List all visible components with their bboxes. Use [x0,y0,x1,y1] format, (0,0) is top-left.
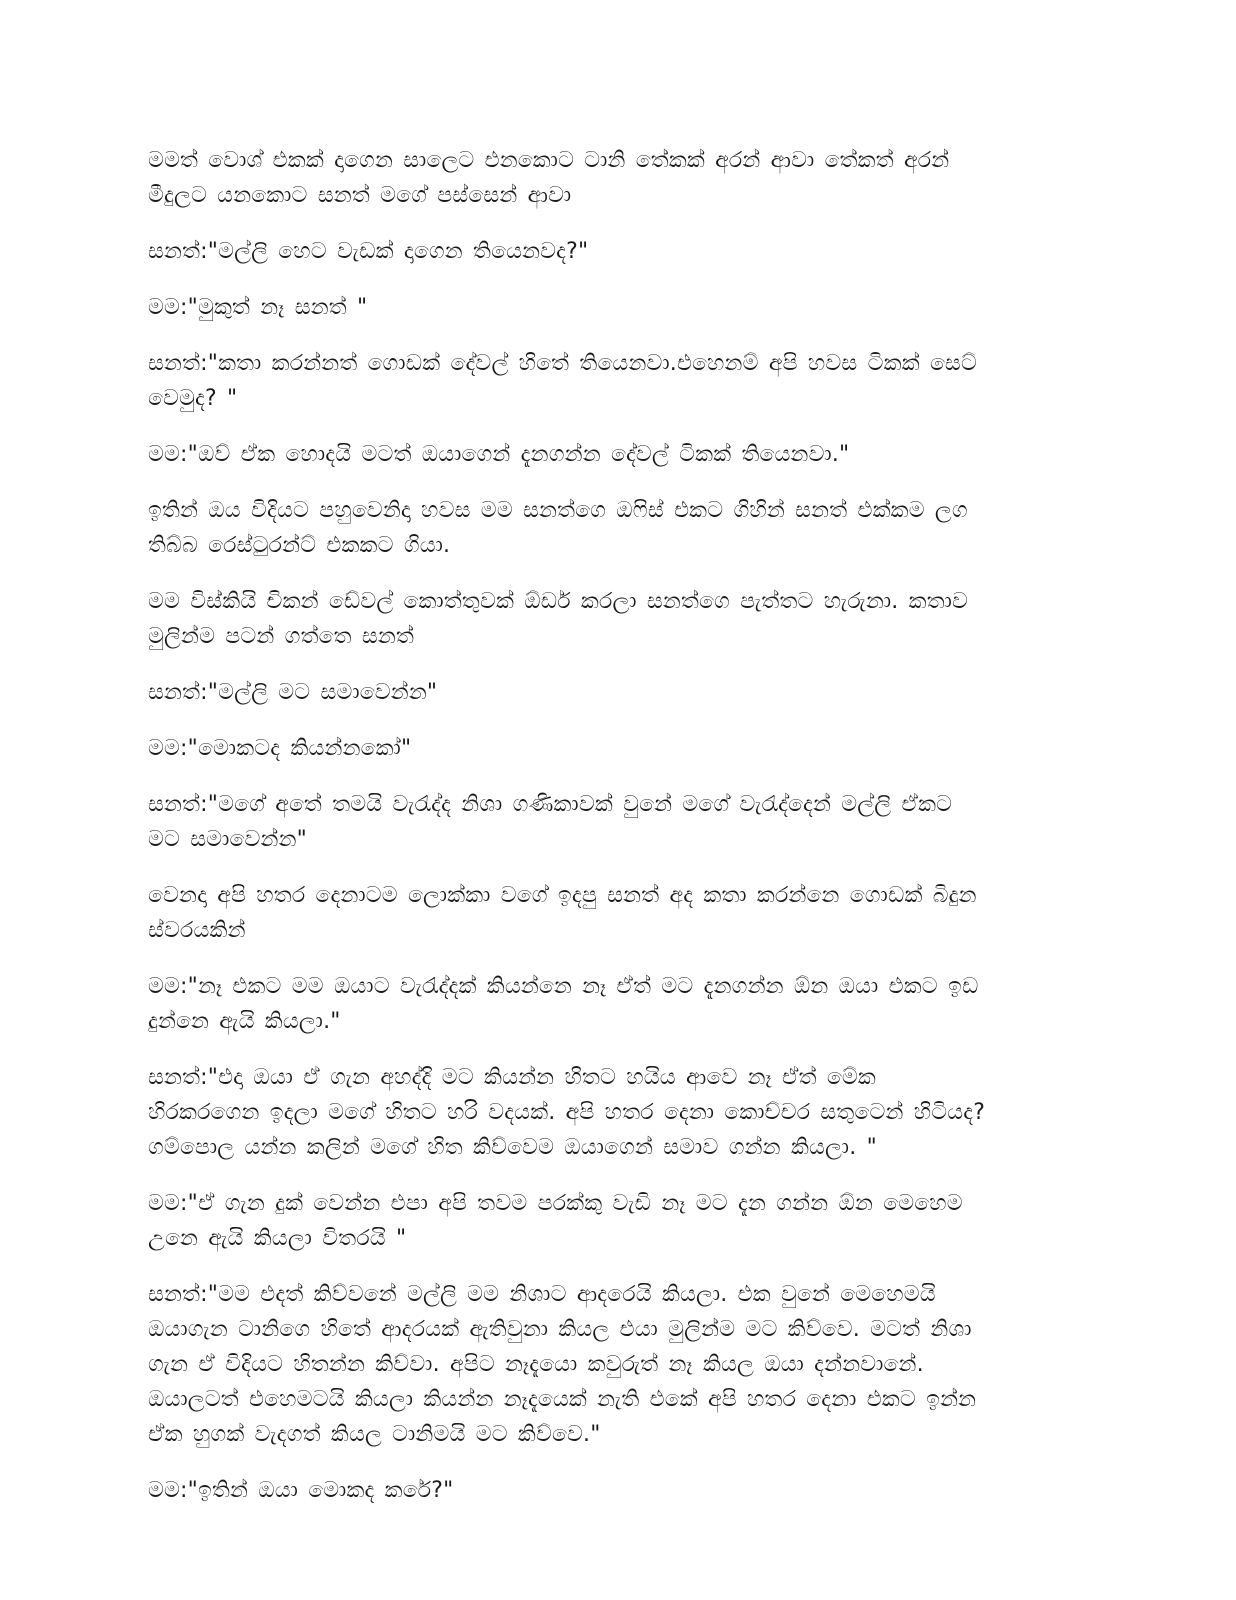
text-line: දුන්නෙ ඇයි කියලා." [148,1009,341,1034]
text-line: මීදුලට යනකොට සනත් මගේ පස්සෙන් ආවා [148,183,572,208]
paragraph [148,493,1088,563]
body-text [148,143,1088,1529]
paragraph [148,878,1088,948]
paragraph [148,437,1088,472]
text-line: සනත්:"එදා ඔයා ඒ ගැන අහද්දි මට කියන්න හිතට හයිය ආවෙ නෑ ඒත් මේක [148,1065,876,1090]
text-line: සනත්:"මල්ලි මට සමාවෙන්න" [148,680,438,705]
paragraph [148,731,1088,766]
text-line: සනත්:"මගේ අතේ තමයි වැරැද්ද නිශා ගණිකාවක් වුනේ මගේ වැරැද්දෙන් මල්ලි ඒකට [148,792,953,817]
paragraph [148,969,1088,1039]
paragraph [148,290,1088,325]
paragraph [148,234,1088,269]
text-line: ඉතින් ඔය විදියට පහුවෙනිදා හවස මම සනත්ගෙ ඔෆිස් එකට ගිහින් සනත් එක්කම ලග [148,498,968,523]
text-line: ගැන ඒ විදියට හිතන්න කිව්වා. අපිට නෑදැයො කවුරුත් නෑ කියල ඔයා දන්නවානේ. [148,1352,924,1377]
paragraph [148,143,1088,213]
paragraph [148,1186,1088,1256]
text-line: මුලින්ම පටන් ගත්තෙ සනත් [148,624,415,649]
text-line: සනත්:"මම එදත් කිව්වනේ මල්ලි මම නිශාට ආදරෙයි කියලා. එක වුනේ මෙහෙමයි [148,1282,936,1307]
text-line: මම:"ඔව් ඒක හොදයි මටත් ඔයාගෙන් දැනගන්න දේවල් ටිකක් තියෙනවා." [148,442,850,467]
text-line: උනෙ ඇයි කියලා විතරයි " [148,1226,407,1251]
text-line: මට සමාවෙන්න" [148,827,307,852]
text-line: තිබ්බ රෙස්ටුරන්ට් එකකට ගියා. [148,533,451,558]
paragraph [148,675,1088,710]
paragraph [148,346,1088,416]
text-line: මම විස්කියි චිකන් ඩේවල් කොත්තුවක් ඕඩර් කරලා සනත්ගෙ පැත්තට හැරුනා. කතාව [148,589,969,614]
paragraph [148,1277,1088,1452]
text-line: මම:"මොකටද කියන්නකෝ" [148,736,412,761]
paragraph [148,1473,1088,1508]
text-line: මමත් වොශ් එකක් දාගෙන සාලෙට එනකොට ටානි තේකක් අරන් ආවා තේකත් අරන් [148,148,950,173]
text-line: ගම්පොල යන්න කලින් මගේ හිත කිව්වෙම ඔයාගෙන් සමාව ගන්න කියලා. " [148,1135,877,1160]
paragraph [148,584,1088,654]
text-line: සනත්:"කතා කරන්නත් ගොඩක් දේවල් හිතේ තියෙනවා.එහෙනම් අපි හවස ටිකක් සෙට් [148,351,977,376]
text-line: මම:"නෑ එකට මම ඔයාට වැරැද්දක් කියන්නෙ නෑ ඒත් මට දැනගන්න ඕන ඔයා එකට ඉඩ [148,974,979,999]
text-line: වෙනදා අපි හතර දෙනාටම ලොක්කා වගේ ඉදපු සනත් අද කතා කරන්නෙ ගොඩක් බිදුන [148,883,977,908]
text-line: සනත්:"මල්ලි හෙට වැඩක් දාගෙන තියෙනවද?" [148,239,589,264]
text-line: මම:"මුකුත් නෑ සනත් " [148,295,368,320]
text-line: මම:"ඒ ගැන දුක් වෙන්න එපා අපි තවම පරක්කු වැඩි නෑ මට දැන ගන්න ඕන මෙහෙම [148,1191,963,1216]
text-line: ඔයාලටත් එහෙමටයි කියලා කියන්න නෑදැයෙක් නැති එකේ අපි හතර දෙනා එකට ඉන්න [148,1387,977,1412]
text-line: හිරකරගෙන ඉදලා මගේ හිතට හරි වදයක්. අපි හතර දෙනා කොච්චර සතුටෙන් හිටියද? [148,1100,986,1125]
text-line: වෙමුද? " [148,386,238,411]
paragraph [148,787,1088,857]
text-line: මම:"ඉතින් ඔයා මොකද කරේ?" [148,1478,454,1503]
text-line: ස්වරයකින් [148,918,246,943]
paragraph [148,1060,1088,1165]
text-line: ඔයාගැන ටානිගෙ හිතේ ආදරයක් ඇතිවුනා කියල එයා මුලින්ම මට කිව්වෙ. මටත් නිශා [148,1317,972,1342]
text-line: ඒක හුගක් වැදගත් කියල ටානිමයි මට කිව්වෙ." [148,1422,601,1447]
